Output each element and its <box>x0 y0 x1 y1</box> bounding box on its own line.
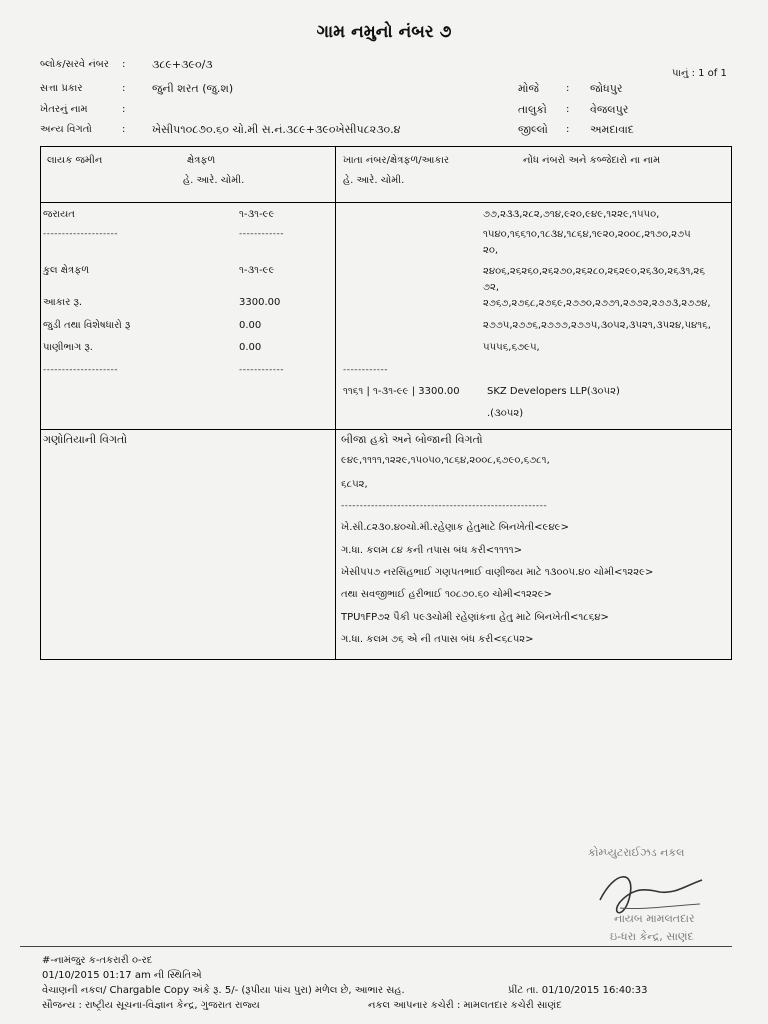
row-dashes-mid-2: ------------ <box>239 365 284 375</box>
stamp-edhara-center: ઇ-ધરા કેન્દ્ર, સાણંદ <box>610 930 694 943</box>
farm-name-colon: : <box>122 104 126 115</box>
farm-name-label: ખેતરનું નામ <box>40 104 88 115</box>
row-value-water: 0.00 <box>239 342 262 353</box>
entry-numbers-line: ૫૫૫૬,૬૭૯૫, <box>483 342 540 353</box>
rights-header: બીજા હકો અને બોજાની વિગતો <box>341 433 483 446</box>
village-value: જોધપુર <box>590 82 623 95</box>
rights-line: ------------------------------------------------------- <box>341 501 548 511</box>
col-account-units: હે. આરે. ચોમી. <box>343 175 405 186</box>
rights-line: ૯૪૯,૧૧૧૧,૧૨૨૯,૧૫૦૫૦,૧૮૬૪,૨૦૦૮,૬૭૯૦,૬૭૮૧, <box>341 455 550 466</box>
row-label-irrigated: જરાયત <box>43 209 75 220</box>
section-divider <box>41 429 731 430</box>
owner-note: .(૩૦૫૨) <box>487 408 524 419</box>
taluka-label: તાલુકો <box>518 103 547 116</box>
owner-name: SKZ Developers LLP(૩૦૫૨) <box>487 386 620 397</box>
entry-numbers-line: ૧૫૪૦,૧૬૬૧૦,૧૮૩૪,૧૮૬૪,૧૯૨૦,૨૦૦૮,૨૧૭૦,૨૭૫ <box>483 229 691 240</box>
entry-numbers-line: ૨૭૭૫,૨૭૭૬,૨૭૭૭,૨૭૭૫,૩૦૫૨,૩૫૨૧,૩૫૨૪,૫૪૧૬, <box>483 320 711 331</box>
header-divider <box>41 202 731 203</box>
document-title: ગામ નમુનો નંબર ૭ <box>316 22 452 42</box>
copy-fee-note: વેચાણની નકલ/ Chargable Copy અંકે રૂ. 5/- (રૂપીયા પાંચ પુરા) મળેલ છે, આભાર સહ. <box>42 985 405 996</box>
entry-numbers-line: ૭૭,૨૩૩,૨૮૨,૭૧૪,૯૨૦,૯૪૯,૧૨૨૯,૧૫૫૦, <box>483 209 660 220</box>
print-timestamp: પ્રીંટ તા. 01/10/2015 16:40:33 <box>508 985 648 996</box>
stamp-computerized-copy: કોમ્પ્યુટરાઈઝડ નકલ <box>588 846 685 859</box>
tenure-value: જુની શરત (જુ.શ) <box>152 82 234 95</box>
district-colon: : <box>566 124 570 135</box>
courtesy-note: સૌજન્ય : રાષ્ટ્રીય સૂચના-વિજ્ઞાન કેન્દ્ર, ગુજરાત રાજ્ય <box>42 1000 260 1011</box>
entry-numbers-line: ૨૦, <box>483 245 499 256</box>
row-label-total-area: કુલ ક્ષેત્રફળ <box>43 265 90 276</box>
col-area-units: હે. આરે. ચોમી. <box>183 175 245 186</box>
entry-numbers-line: ૭૨, <box>483 282 499 293</box>
tenure-colon: : <box>122 83 126 94</box>
village-label: મોજે <box>518 82 539 95</box>
taluka-value: વેજલપુર <box>590 103 629 116</box>
row-label-assessment: આકાર રૂ. <box>43 297 83 308</box>
rights-line: ગ.ધા. કલમ ૮૪ કની તપાસ બંધ કરી<૧૧૧૧> <box>341 545 523 556</box>
col-land-type-header: લાયક જમીન <box>47 155 103 166</box>
survey-colon: : <box>122 59 126 70</box>
entry-numbers-line: ૨૭૬૭,૨૭૬૮,૨૭૬૯,૨૭૭૦,૨૭૭૧,૨૭૭૨,૨૭૭૩,૨૭૭૪, <box>483 298 711 309</box>
status-timestamp: 01/10/2015 01:17 am ની સ્થિતિએ <box>42 970 202 981</box>
entry-numbers-line: ૨૪૦૬,૨૬૨૬૦,૨૬૨૭૦,૨૬૨૮૦,૨૬૨૯૦,૨૬૩૦,૨૬૩૧,૨૬ <box>483 266 706 277</box>
rights-line: ગ.ધા. કલમ ૭૬ એ ની તપાસ બંધ કરી<૬૮૫૨> <box>341 634 534 645</box>
col-account-header: ખાતા નંબર/ક્ષેત્રફળ/આકાર <box>343 155 450 166</box>
rights-line: તથા સવજીભાઈ હરીભાઈ ૧૦૮૭૦.૬૦ ચોમી<૧૨૨૯> <box>341 589 553 600</box>
row-value-total-area: ૧-૩૧-૯૯ <box>239 265 275 276</box>
survey-value: ૩૮૯+૩૯૦/૩ <box>152 58 213 71</box>
district-value: અમદાવાદ <box>590 123 634 136</box>
taluka-colon: : <box>566 104 570 115</box>
rights-line: ૬૮૫૨, <box>341 479 368 490</box>
column-divider <box>335 147 336 659</box>
row-value-irrigated: ૧-૩૧-૯૯ <box>239 209 275 220</box>
other-details-colon: : <box>122 124 126 135</box>
row-label-water: પાણીભાગ રૂ. <box>43 342 93 353</box>
row-dashes-left: -------------------- <box>43 229 118 239</box>
row-label-judi: જુડી તથા વિશેષધારો રૂ <box>43 320 131 331</box>
col-notes-header: નોંધ નંબરો અને કબ્જેદારો ના નામ <box>523 155 661 166</box>
district-label: જીલ્લો <box>518 123 548 136</box>
survey-label: બ્લોક/સરવે નંબર <box>40 59 109 70</box>
row-value-assessment: 3300.00 <box>239 297 281 308</box>
rights-line: TPU૧FP૭૨ પૈકી ૫૯૩ચોમી રહેણાંકના હેતુ માટે બિનખેતી<૧૮૬૪> <box>341 612 609 623</box>
page-indicator: પાનું : 1 of 1 <box>672 68 727 79</box>
signature-image <box>590 860 710 920</box>
village-colon: : <box>566 83 570 94</box>
rights-line: ખેસીપ૫૭ નરસિંહભાઈ ગણપતભાઈ વાણીજય માટે ૧૩૦૦૫.૪૦ ચોમી<૧૨૨૯> <box>341 567 654 578</box>
row-value-judi: 0.00 <box>239 320 262 331</box>
legend-text: #-નામંજુર ક-તકરારી ૦-રદ <box>42 955 153 966</box>
other-details-label: અન્ય વિગતો <box>40 124 92 135</box>
rights-line: ખે.સી.૮૨૩૦.૪૦ચો.મી.રહેણાક હેતુમાટે બિનખેતી<૯૪૯> <box>341 522 569 533</box>
tenure-label: સત્તા પ્રકાર <box>40 83 83 94</box>
footer-divider <box>20 946 732 947</box>
account-dashes: ------------ <box>343 365 388 375</box>
land-record-table <box>40 146 732 660</box>
row-dashes-mid: ------------ <box>239 229 284 239</box>
row-dashes-left-2: -------------------- <box>43 365 118 375</box>
col-area-header: ક્ષેત્રફળ <box>187 155 216 166</box>
tenancy-header: ગણોતિયાની વિગતો <box>43 433 128 446</box>
issuing-office: નકલ આપનાર કચેરી : મામલતદાર કચેરી સાણંદ <box>368 1000 562 1011</box>
account-line: ૧૧૬૧ | ૧-૩૧-૯૯ | 3300.00 <box>343 386 460 397</box>
stamp-deputy-mamlatdar: નાયબ મામલતદાર <box>614 912 695 925</box>
other-details-value: ખેસીપ૧૦૮૭૦.૬૦ ચો.મી સ.નં.૩૮૯+૩૯૦ખેસીપ૮૨૩૦.૪ <box>152 123 401 136</box>
